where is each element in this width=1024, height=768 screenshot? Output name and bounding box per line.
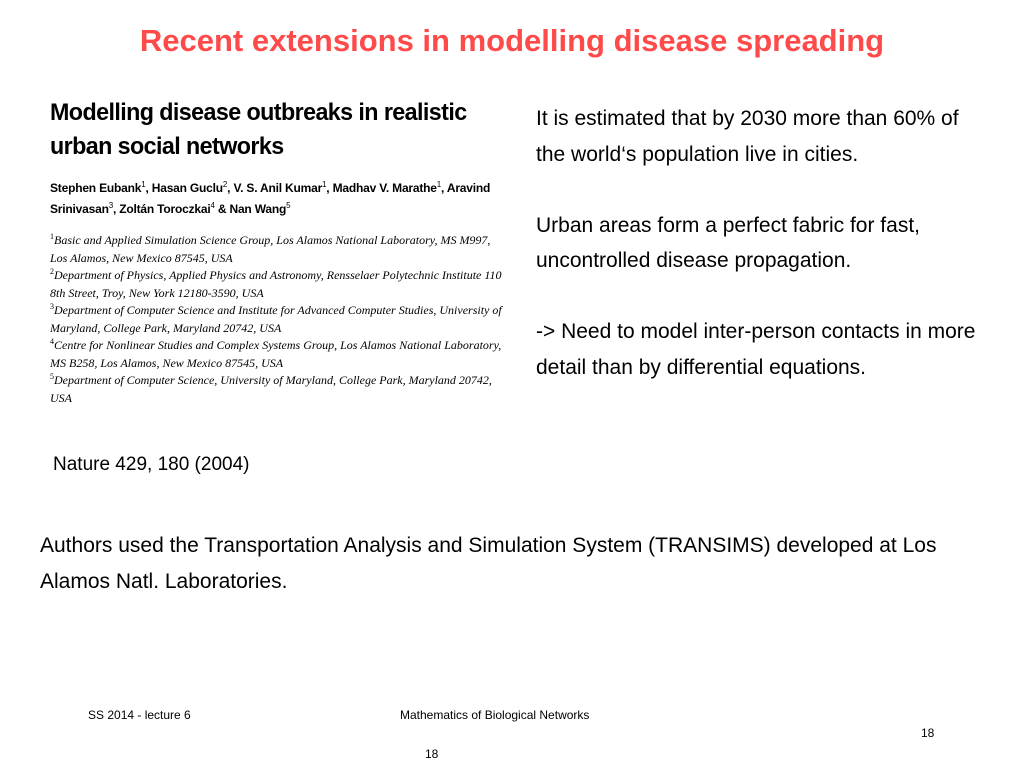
footer-lecture: SS 2014 - lecture 6 [88, 708, 191, 722]
footer-course-title: Mathematics of Biological Networks [400, 708, 590, 722]
affiliation-item [50, 267, 502, 302]
affiliation-number: 4 [50, 337, 54, 346]
affiliation-text: Centre for Nonlinear Studies and Complex Systems Group, Los Alamos National Laboratory, MS B258, Los Alamos, New Mexico 87545, USA [50, 338, 502, 370]
affiliation-item [50, 337, 502, 372]
author-affiliation-mark: 3 [108, 201, 113, 210]
author-separator: & [214, 202, 230, 216]
paper-authors [50, 178, 510, 220]
affiliation-number: 1 [50, 232, 54, 241]
author-affiliation-mark: 1 [322, 180, 327, 189]
author-separator: , [145, 181, 152, 195]
paper-snippet [50, 96, 510, 407]
affiliation-text: Department of Computer Science and Institute for Advanced Computer Studies, University of Maryland, College Park, Maryland 20742, USA [50, 303, 502, 335]
author-name: Aravind Srinivasan [50, 181, 491, 216]
author-affiliation-mark: 1 [436, 180, 442, 189]
author-name: Nan Wang [229, 202, 287, 216]
author-separator: , [227, 181, 234, 195]
author-name: V. S. Anil Kumar [233, 181, 323, 195]
author-name: Zoltán Toroczkai [119, 202, 211, 216]
author-name: Madhav V. Marathe [332, 181, 437, 195]
transims-note: Authors used the Transportation Analysis and Simulation System (TRANSIMS) developed at Los Alamos Natl. Laboratories. [40, 534, 937, 593]
slide-title: Recent extensions in modelling disease spreading [139, 23, 885, 58]
affiliation-number: 5 [50, 372, 54, 381]
paragraph-urban-fabric: Urban areas form a perfect fabric for fast, uncontrolled disease propagation. [536, 213, 920, 272]
affiliation-number: 2 [50, 267, 54, 276]
paragraph-urban-population: It is estimated that by 2030 more than 60% of the world‘s population live in cities. [536, 107, 959, 166]
affiliation-item [50, 302, 502, 337]
affiliation-text: Basic and Applied Simulation Science Group, Los Alamos National Laboratory, MS M997, Los Alamos, New Mexico 87545, USA [50, 233, 491, 265]
author-affiliation-mark: 5 [286, 201, 291, 210]
author-name: Hasan Guclu [151, 181, 223, 195]
author-affiliation-mark: 2 [222, 180, 228, 189]
affiliation-item [50, 372, 502, 407]
author-name: Stephen Eubank [50, 181, 142, 195]
author-separator: , [326, 181, 333, 195]
author-separator: , [112, 202, 120, 216]
paper-citation: Nature 429, 180 (2004) [53, 454, 250, 475]
affiliation-number: 3 [50, 302, 54, 311]
paper-affiliations [50, 232, 502, 407]
paragraph-model-need: -> Need to model inter-person contacts in more detail than by differential equations. [536, 320, 976, 379]
right-text-block [536, 101, 984, 385]
author-affiliation-mark: 4 [210, 201, 215, 210]
affiliation-text: Department of Computer Science, University of Maryland, College Park, Maryland 20742, USA [50, 373, 492, 405]
author-affiliation-mark: 1 [141, 180, 146, 189]
affiliation-text: Department of Physics, Applied Physics and Astronomy, Rensselaer Polytechnic Institute 110 8th Street, Troy, New York 12180-3590, USA [50, 268, 502, 300]
footer-page-number: 18 [921, 726, 935, 740]
footer-page-number-bottom: 18 [425, 747, 439, 761]
author-separator: , [441, 181, 447, 195]
affiliation-item [50, 232, 502, 267]
paper-title: Modelling disease outbreaks in realistic urban social networks [50, 99, 467, 160]
